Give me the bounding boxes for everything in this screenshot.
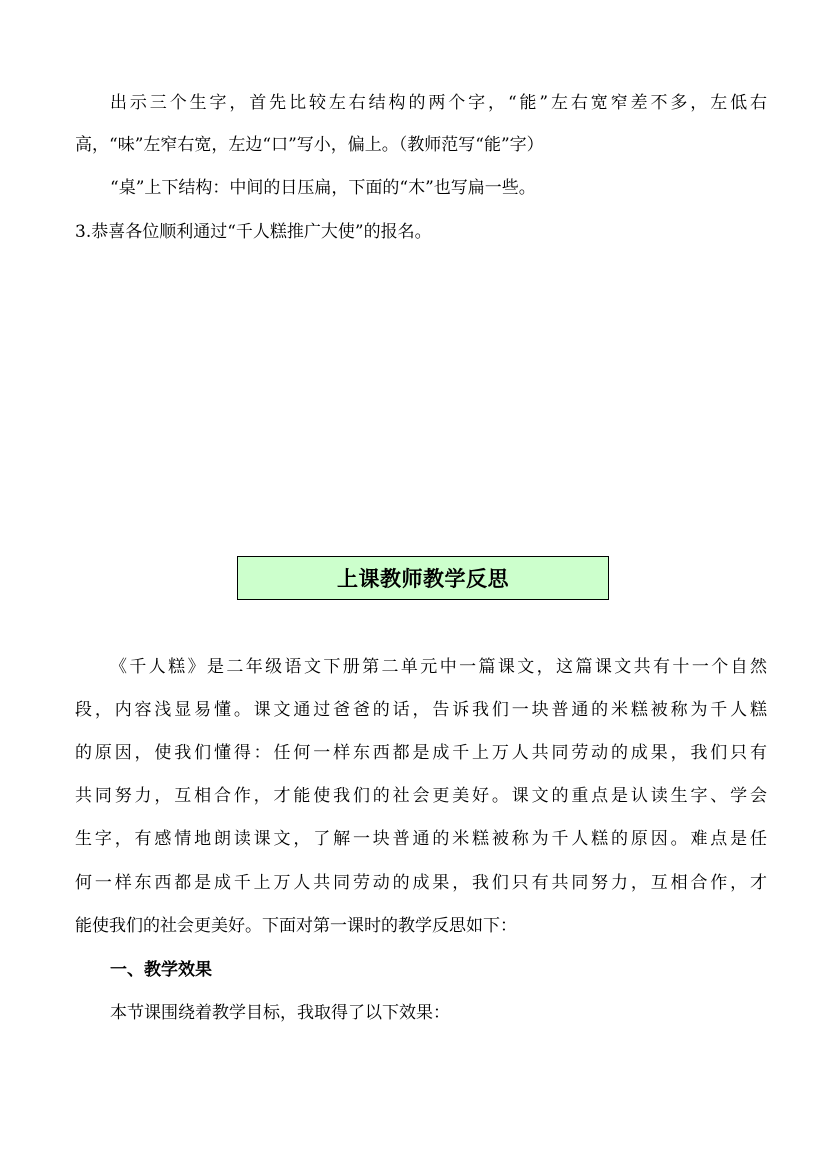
- paragraph-line: 生字，有感情地朗读课文，了解一块普通的米糕被称为千人糕的原因。难点是任: [75, 829, 767, 849]
- paragraph-line: 出示三个生字，首先比较左右结构的两个字，“能”左右宽窄差不多，左低右: [110, 93, 767, 113]
- paragraph-line: 能使我们的社会更美好。下面对第一课时的教学反思如下：: [75, 916, 517, 936]
- list-item: 3.恭喜各位顺利通过“千人糕推广大使”的报名。: [75, 222, 432, 242]
- section-title-box: [237, 556, 609, 600]
- paragraph-line: 段，内容浅显易懂。课文通过爸爸的话，告诉我们一块普通的米糕被称为千人糕: [75, 700, 767, 720]
- paragraph: 本节课围绕着教学目标，我取得了以下效果：: [110, 1003, 450, 1023]
- paragraph-line: 何一样东西都是成千上万人共同劳动的成果，我们只有共同努力，互相合作，才: [75, 873, 767, 893]
- paragraph-line: 《千人糕》是二年级语文下册第二单元中一篇课文，这篇课文共有十一个自然: [110, 657, 767, 677]
- paragraph-line: 高，“味”左窄右宽，左边“口”写小，偏上。（教师范写“能”字）: [75, 135, 544, 155]
- paragraph: “桌”上下结构：中间的日压扁，下面的“木”也写扁一些。: [110, 178, 536, 198]
- paragraph-line: 的原因，使我们懂得：任何一样东西都是成千上万人共同劳动的成果，我们只有: [75, 743, 767, 763]
- section-heading: 一、教学效果: [110, 960, 212, 980]
- paragraph-line: 共同努力，互相合作，才能使我们的社会更美好。课文的重点是认读生字、学会: [75, 786, 767, 806]
- section-title: 上课教师教学反思: [337, 567, 509, 591]
